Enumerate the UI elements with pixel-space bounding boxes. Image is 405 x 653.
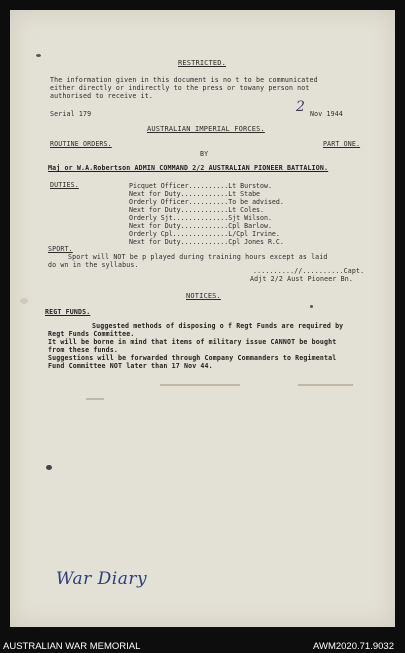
commander-line: Maj or W.A.Robertson ADMIN COMMAND 2/2 AUSTRALIAN PIONEER BATTALION. [48, 164, 329, 172]
bleed-through-mark [86, 398, 104, 400]
adjutant-line: Adjt 2/2 Aust Pioneer Bn. [250, 275, 353, 283]
duty-row [129, 230, 280, 238]
duty-person: Cpl Jones R.C. [228, 238, 284, 246]
ink-speck [36, 54, 41, 57]
sport-heading: SPORT. [48, 245, 73, 253]
classification-heading: RESTRICTED. [178, 59, 227, 67]
war-diary-handwritten-note: War Diary [56, 569, 148, 589]
duty-role: Orderly Officer.......... [129, 198, 229, 206]
bleed-through-mark [160, 384, 240, 386]
sport-line-1: Sport will NOT be p played during training hours except as laid [68, 253, 328, 261]
regt-funds-line-2: Regt Funds Committee. [48, 330, 135, 338]
signature-line: ..........//..........Capt. [253, 267, 365, 275]
duty-row [129, 198, 284, 206]
duty-person: Cpl Barlow. [228, 222, 272, 230]
force-heading: AUSTRALIAN IMPERIAL FORCES. [147, 125, 265, 133]
duties-heading: DUTIES. [50, 181, 79, 189]
regt-funds-line-1: Suggested methods of disposing o f Regt Funds are required by [92, 322, 344, 330]
duty-role: Picquet Officer.......... [129, 182, 229, 190]
duty-person: Lt Burstow. [228, 182, 272, 190]
duty-role: Next for Duty............ [129, 190, 229, 198]
ink-speck [310, 305, 313, 308]
regt-funds-line-5: Suggestions will be forwarded through Company Commanders to Regimental [48, 354, 337, 362]
document-page [10, 10, 395, 627]
serial-number: Serial 179 [50, 110, 92, 118]
duty-row [129, 182, 272, 190]
duty-role: Orderly Sjt.............. [129, 214, 229, 222]
duty-person: To be advised. [228, 198, 284, 206]
regt-funds-line-4: from these funds. [48, 346, 119, 354]
notices-heading: NOTICES. [186, 292, 221, 300]
duty-role: Next for Duty............ [129, 206, 229, 214]
date-day-handwritten: 2 [296, 99, 305, 115]
notice-line-1: The information given in this document is no t to be communicated [50, 76, 318, 84]
duty-role: Orderly Cpl.............. [129, 230, 229, 238]
duty-row [129, 222, 272, 230]
duty-row [129, 206, 264, 214]
ink-speck [20, 298, 28, 304]
duty-row [129, 190, 260, 198]
footer-institution: AUSTRALIAN WAR MEMORIAL [3, 641, 141, 652]
notice-line-2: either directly or indirectly to the press or towany person not [50, 84, 310, 92]
duty-row [129, 214, 272, 222]
duty-person: L/Cpl Irvine. [228, 230, 280, 238]
archive-footer [0, 627, 405, 653]
part-heading: PART ONE. [323, 140, 361, 148]
duty-person: Lt Stabe [228, 190, 261, 198]
by-label: BY [200, 150, 209, 158]
bleed-through-mark [298, 384, 353, 386]
notice-line-3: authorised to receive it. [50, 92, 153, 100]
regt-funds-line-6: Fund Committee NOT later than 17 Nov 44. [48, 362, 213, 370]
routine-orders-heading: ROUTINE ORDERS. [50, 140, 112, 148]
regt-funds-heading: REGT FUNDS. [45, 308, 91, 316]
duty-role: Next for Duty............ [129, 238, 229, 246]
duty-row [129, 238, 284, 246]
sport-line-2: do wn in the syllabus. [48, 261, 139, 269]
footer-accession-number: AWM2020.71.9032 [313, 641, 394, 652]
ink-speck [46, 465, 52, 470]
duty-role: Next for Duty............ [129, 222, 229, 230]
document-date: Nov 1944 [310, 110, 343, 118]
duty-person: Lt Coles. [228, 206, 264, 214]
regt-funds-line-3: It will be borne in mind that items of military issue CANNOT be bought [48, 338, 337, 346]
duty-person: Sjt Wilson. [228, 214, 272, 222]
